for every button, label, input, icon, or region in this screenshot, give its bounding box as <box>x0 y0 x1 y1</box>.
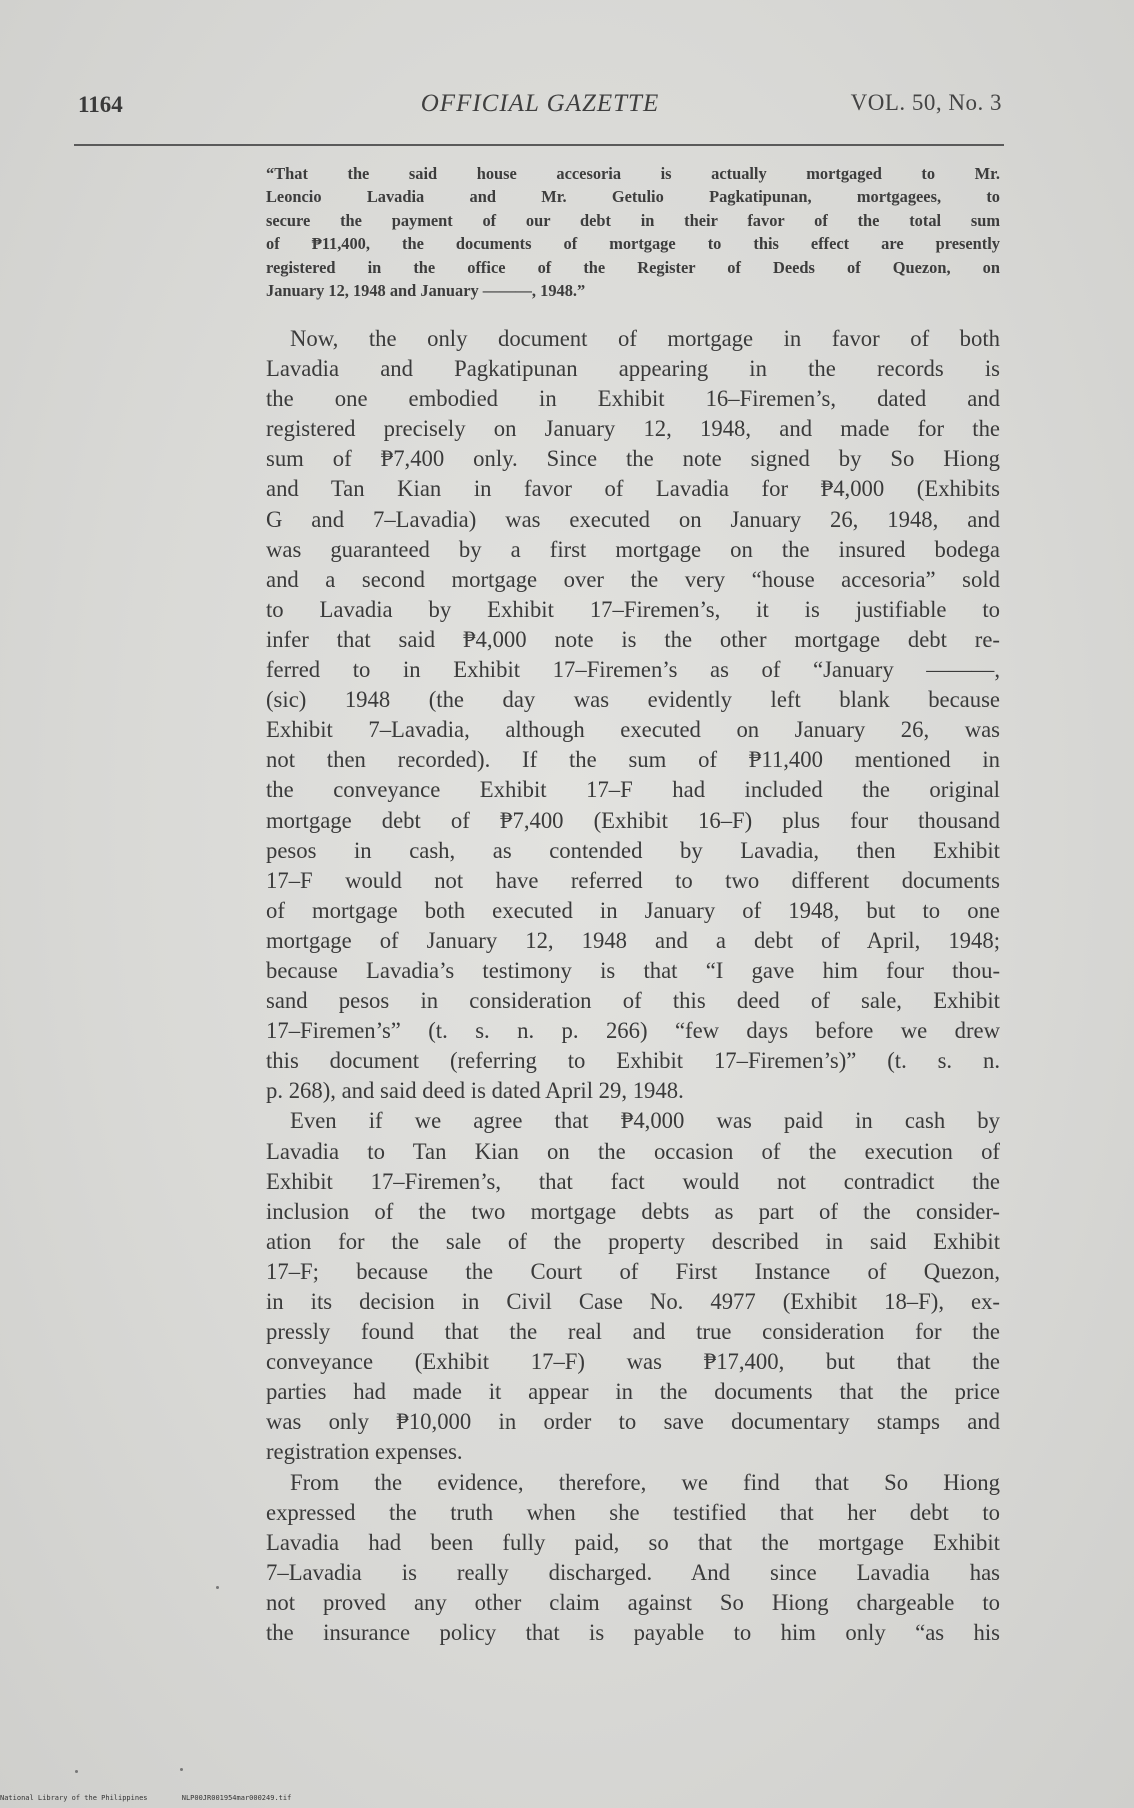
body-line: this document (referring to Exhibit 17–Firemen’s)” (t. s. n. <box>266 1048 1000 1074</box>
body-line: sand pesos in consideration of this deed of sale, Exhibit <box>266 988 1000 1014</box>
body-line: Now, the only document of mortgage in favor of both <box>290 326 1000 351</box>
quote-line: January 12, 1948 and January ———, 1948.” <box>266 281 586 301</box>
body-line: 17–F; because the Court of First Instance of Quezon, <box>266 1258 1000 1284</box>
body-line: Exhibit 7–Lavadia, although executed on January 26, was <box>266 717 1000 743</box>
body-line: and a second mortgage over the very “house accesoria” sold <box>266 566 1000 592</box>
body-line: because Lavadia’s testimony is that “I gave him four thou- <box>266 957 1000 983</box>
body-line: 17–Firemen’s” (t. s. n. p. 266) “few days before we drew <box>266 1018 1000 1044</box>
body-line: in its decision in Civil Case No. 4977 (Exhibit 18–F), ex- <box>266 1289 1000 1314</box>
body-line: registered precisely on January 12, 1948, and made for the <box>266 416 1000 442</box>
body-line: not then recorded). If the sum of ₱11,400 mentioned in <box>266 747 1000 773</box>
body-line: G and 7–Lavadia) was executed on January 26, 1948, and <box>266 506 1000 532</box>
body-line: the one embodied in Exhibit 16–Firemen’s, dated and <box>266 386 1000 412</box>
header-rule <box>74 144 1004 146</box>
body-line: to Lavadia by Exhibit 17–Firemen’s, it is justifiable to <box>266 596 1000 622</box>
body-line: ferred to in Exhibit 17–Firemen’s as of “January ———, <box>266 657 1000 683</box>
quote-line: of ₱11,400, the documents of mortgage to this effect are presently <box>266 234 1000 254</box>
publication-title: OFFICIAL GAZETTE <box>420 90 660 117</box>
body-line: the insurance policy that is payable to him only “as his <box>266 1620 1000 1646</box>
body-line: inclusion of the two mortgage debts as part of the consider- <box>266 1198 1000 1224</box>
body-line: was only ₱10,000 in order to save documentary stamps and <box>266 1409 1000 1435</box>
scan-speck <box>180 1768 183 1771</box>
body-line: registration expenses. <box>266 1439 463 1465</box>
body-line: ation for the sale of the property described in said Exhibit <box>266 1228 1000 1254</box>
page-header <box>78 86 1002 126</box>
body-line: expressed the truth when she testified that her debt to <box>266 1499 1000 1525</box>
scan-filename: NLP00JR001954mar000249.tif <box>181 1794 292 1802</box>
quote-line: registered in the office of the Register of Deeds of Quezon, on <box>266 257 1000 277</box>
body-line: Lavadia had been fully paid, so that the mortgage Exhibit <box>266 1529 1000 1555</box>
body-line: 7–Lavadia is really discharged. And since Lavadia has <box>266 1559 1000 1585</box>
quoted-passage <box>266 162 1000 302</box>
body-text <box>266 324 1000 1648</box>
body-line: sum of ₱7,400 only. Since the note signed by So Hiong <box>266 446 1000 472</box>
body-line: not proved any other claim against So Hiong chargeable to <box>266 1589 1000 1615</box>
body-line: p. 268), and said deed is dated April 29, 1948. <box>266 1078 684 1104</box>
body-line: From the evidence, therefore, we find that So Hiong <box>290 1469 1000 1495</box>
scan-speck <box>216 1586 219 1589</box>
body-line: was guaranteed by a first mortgage on the insured bodega <box>266 536 1000 562</box>
quote-line: “That the said house accesoria is actually mortgaged to Mr. <box>266 164 1000 183</box>
body-line: mortgage debt of ₱7,400 (Exhibit 16–F) plus four thousand <box>266 807 1000 833</box>
body-line: pesos in cash, as contended by Lavadia, then Exhibit <box>266 837 1000 863</box>
body-line: Exhibit 17–Firemen’s, that fact would not contradict the <box>266 1168 1000 1194</box>
quote-line: Leoncio Lavadia and Mr. Getulio Pagkatipunan, mortgagees, to <box>266 187 1000 207</box>
volume-info: VOL. 50, No. 3 <box>850 90 1002 115</box>
scan-footer <box>0 1794 321 1802</box>
body-line: pressly found that the real and true consideration for the <box>266 1319 1000 1345</box>
body-line: conveyance (Exhibit 17–F) was ₱17,400, but that the <box>266 1349 1000 1375</box>
scan-speck <box>75 1770 78 1773</box>
body-line: Lavadia and Pagkatipunan appearing in the records is <box>266 356 1000 382</box>
page-number: 1164 <box>78 92 123 117</box>
body-line: the conveyance Exhibit 17–F had included the original <box>266 777 1000 803</box>
body-line: Lavadia to Tan Kian on the occasion of the execution of <box>266 1138 1000 1164</box>
body-line: and Tan Kian in favor of Lavadia for ₱4,000 (Exhibits <box>266 476 1000 502</box>
body-line: infer that said ₱4,000 note is the other mortgage debt re- <box>266 626 1000 652</box>
body-line: 17–F would not have referred to two different documents <box>266 867 1000 893</box>
body-line: parties had made it appear in the documents that the price <box>266 1379 1000 1405</box>
quote-line: secure the payment of our debt in their favor of the total sum <box>266 210 1000 230</box>
body-line: of mortgage both executed in January of 1948, but to one <box>266 897 1000 923</box>
library-credit: National Library of the Philippines <box>0 1794 148 1802</box>
body-line: Even if we agree that ₱4,000 was paid in cash by <box>290 1108 1000 1134</box>
body-line: (sic) 1948 (the day was evidently left blank because <box>266 687 1000 713</box>
body-line: mortgage of January 12, 1948 and a debt of April, 1948; <box>266 927 1000 953</box>
